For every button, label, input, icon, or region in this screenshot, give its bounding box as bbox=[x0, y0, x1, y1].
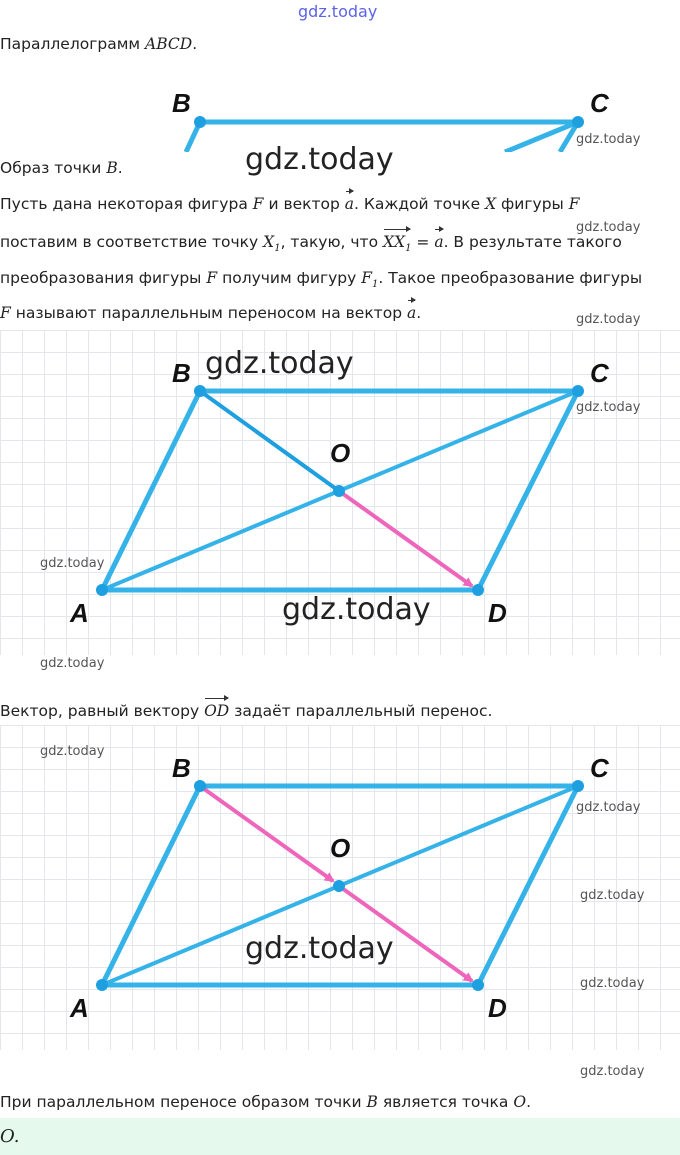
edge-AB bbox=[102, 786, 200, 985]
math-F: F bbox=[252, 195, 264, 213]
math-O: O bbox=[513, 1093, 527, 1111]
title-text: Параллелограмм bbox=[0, 35, 141, 53]
math-X1: $X_1$ bbox=[263, 233, 281, 255]
def-text: называют параллельным переносом на вектор bbox=[15, 304, 403, 322]
label-B: B bbox=[172, 358, 191, 388]
equals-sign: = bbox=[416, 233, 430, 251]
conclusion-line: При параллельном переносе образом точки B является точка O. bbox=[0, 1093, 531, 1111]
label-D: D bbox=[488, 993, 507, 1023]
point-C-strip bbox=[572, 116, 584, 128]
figure-1 bbox=[0, 330, 680, 655]
definition-line-2 bbox=[0, 232, 622, 259]
vector-a: a bbox=[434, 233, 444, 251]
vector-od-line bbox=[0, 701, 492, 721]
watermark: gdz.today bbox=[40, 556, 105, 571]
math-F1: $F_1$ bbox=[361, 269, 379, 291]
conclusion-text: При параллельном переносе образом точки bbox=[0, 1093, 362, 1111]
vector-od-text: Вектор, равный вектору bbox=[0, 702, 200, 720]
point-A bbox=[96, 584, 108, 596]
vector-XX1: $XX_1$ bbox=[383, 232, 411, 259]
answer-box bbox=[0, 1118, 680, 1155]
point-D bbox=[472, 979, 484, 991]
point-B-strip bbox=[194, 116, 206, 128]
label-A: A bbox=[70, 993, 89, 1023]
definition-line-3 bbox=[0, 268, 642, 295]
label-C: C bbox=[590, 358, 609, 388]
segment-BO bbox=[200, 391, 339, 491]
vector-OD-label: OD bbox=[204, 702, 230, 720]
point-O bbox=[333, 485, 345, 497]
definition-line-4: F называют параллельным переносом на вектор a. bbox=[0, 304, 422, 322]
vector-a: a bbox=[344, 195, 355, 213]
answer-text: O. bbox=[0, 1126, 20, 1147]
watermark: gdz.today bbox=[576, 220, 641, 235]
conclusion-text: является точка bbox=[382, 1093, 509, 1111]
point-C bbox=[572, 780, 584, 792]
label-B: B bbox=[172, 753, 191, 783]
image-of-line: Образ точки B. bbox=[0, 159, 123, 177]
math-B: B bbox=[366, 1093, 378, 1111]
def-text: поставим в соответствие точку bbox=[0, 233, 259, 251]
watermark: gdz.today bbox=[580, 976, 645, 991]
label-C: C bbox=[590, 753, 609, 783]
point-A bbox=[96, 979, 108, 991]
watermark: gdz.today bbox=[40, 656, 105, 671]
label-O: O bbox=[330, 833, 351, 863]
watermark: gdz.today bbox=[580, 1064, 645, 1079]
vector-OD bbox=[339, 491, 472, 586]
edge-CD bbox=[478, 786, 578, 985]
vector-BO bbox=[200, 786, 333, 881]
point-C bbox=[572, 385, 584, 397]
edge-CD bbox=[478, 391, 578, 590]
watermark: gdz.today bbox=[576, 400, 641, 415]
watermark: gdz.today bbox=[580, 888, 645, 903]
point-B bbox=[194, 385, 206, 397]
watermark: gdz.today bbox=[576, 312, 641, 327]
watermark: gdz.today bbox=[40, 744, 105, 759]
def-text: Пусть дана некоторая фигура bbox=[0, 195, 248, 213]
watermark-top: gdz.today bbox=[298, 2, 378, 21]
watermark-big: gdz.today bbox=[245, 931, 394, 966]
label-O: O bbox=[330, 438, 351, 468]
math-X: X bbox=[485, 195, 497, 213]
point-O bbox=[333, 880, 345, 892]
watermark-big: gdz.today bbox=[245, 142, 394, 177]
watermark: gdz.today bbox=[576, 132, 641, 147]
figure-2-drawing bbox=[0, 725, 680, 1050]
def-text: фигуры bbox=[501, 195, 564, 213]
label-A: A bbox=[70, 598, 89, 628]
label-D: D bbox=[488, 598, 507, 628]
image-of-text: Образ точки bbox=[0, 159, 102, 177]
watermark: gdz.today bbox=[576, 800, 641, 815]
def-text: . Каждой точке bbox=[354, 195, 481, 213]
point-B bbox=[194, 780, 206, 792]
def-text: и вектор bbox=[268, 195, 340, 213]
figure-2 bbox=[0, 725, 680, 1050]
definition-line-1 bbox=[0, 194, 579, 214]
watermark-big: gdz.today bbox=[205, 346, 354, 381]
vector-a: a bbox=[406, 304, 417, 322]
def-text: преобразования фигуры bbox=[0, 269, 202, 287]
watermark-big: gdz.today bbox=[282, 592, 431, 627]
def-text: . Такое преобразование фигуры bbox=[378, 269, 643, 287]
title-line: Параллелограмм ABCD. bbox=[0, 35, 198, 53]
image-of-point: B bbox=[106, 159, 118, 177]
math-F: F bbox=[0, 304, 11, 322]
label-B-strip: B bbox=[172, 88, 191, 118]
edge-AB bbox=[102, 391, 200, 590]
vector-od-text: задаёт параллельный перенос. bbox=[234, 702, 493, 720]
label-C-strip: C bbox=[590, 88, 609, 118]
def-text: получим фигуру bbox=[222, 269, 357, 287]
def-text: , такую, что bbox=[280, 233, 379, 251]
def-text: . В результате такого bbox=[443, 233, 622, 251]
math-F: F bbox=[568, 195, 580, 213]
math-F: F bbox=[206, 269, 218, 287]
point-D bbox=[472, 584, 484, 596]
title-math: ABCD bbox=[145, 35, 193, 53]
